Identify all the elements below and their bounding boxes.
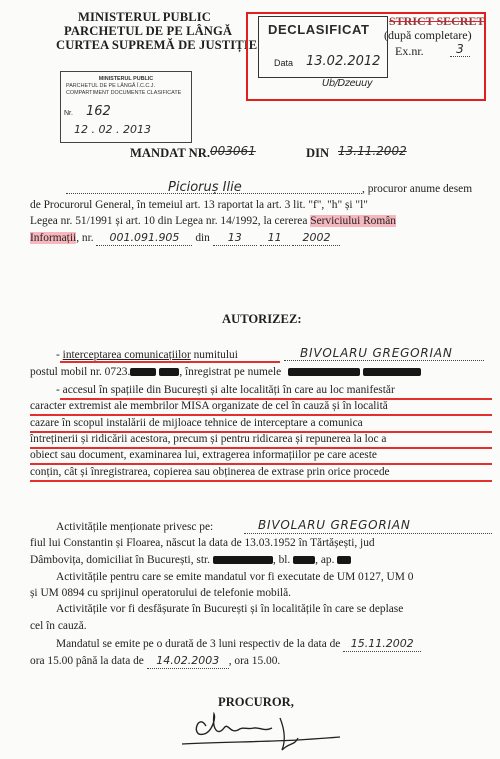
- authorize-heading: AUTORIZEZ:: [222, 312, 302, 326]
- request-nr-value: 001.091.905: [96, 232, 192, 246]
- request-nr-label: , nr.: [76, 232, 94, 244]
- header-line-1: MINISTERUL PUBLIC: [78, 10, 211, 24]
- access-line-2: caracter extremist ale membrilor MISA organizate de cel în cauză și în localită: [30, 400, 388, 412]
- access-line-3: cazare în scopul instalării de mijloace tehnice de interceptare a comunica: [30, 417, 363, 429]
- mandate-date: 13.11.2002: [338, 144, 407, 158]
- prosecutor-title: PROCUROR,: [218, 695, 294, 709]
- interception-numitului: numitului: [193, 349, 238, 361]
- activities-subject-name: BIVOLARU GREGORIAN: [258, 518, 411, 532]
- redaction: [288, 368, 360, 376]
- mobile-label: postul mobil nr. 0723.: [30, 366, 131, 378]
- registry-stamp-line-3: COMPARTIMENT DOCUMENTE CLASIFICATE: [66, 89, 182, 96]
- mobile-line: [30, 366, 421, 379]
- redaction: [293, 556, 315, 564]
- ex-nr-label: Ex.nr.: [395, 44, 424, 58]
- duration-until-label: ora 15.00 până la data de: [30, 655, 144, 667]
- redaction: [159, 368, 179, 376]
- registry-stamp-line-2: PARCHETUL DE PE LÂNGĂ Î.C.C.J.: [66, 82, 155, 89]
- highlight-underline: [60, 398, 492, 400]
- requesting-service: Serviciului Român: [310, 215, 396, 227]
- request-day: 13: [213, 232, 257, 246]
- subject-address-line: [30, 554, 351, 567]
- completion-note: (după completare): [384, 28, 472, 42]
- registry-nr-value: 162: [86, 104, 111, 119]
- declassification-date: 13.02.2012: [306, 54, 381, 69]
- duration-label: Mandatul se emite pe o durată de 3 luni respectiv de la data de: [56, 638, 341, 650]
- header-line-2: PARCHETUL DE PE LÂNGĂ: [64, 24, 233, 38]
- address-bl-label: , bl.: [272, 554, 291, 566]
- legal-basis-line: de Procurorul General, în temeiul art. 13 raportat la art. 3 lit. "f", "h" și "l": [30, 199, 368, 211]
- location-line-2: cel în cauză.: [30, 620, 87, 632]
- mandate-din-label: DIN: [306, 146, 330, 160]
- duration-end-time: , ora 15.00.: [228, 655, 281, 667]
- bullet-dash: -: [56, 349, 63, 361]
- interception-label: interceptarea comunicațiilor: [62, 349, 191, 361]
- requesting-service-cont: Informații: [30, 232, 77, 244]
- mobile-registered: , înregistrat pe numele: [179, 366, 282, 378]
- date-label: Data: [274, 58, 294, 68]
- highlight-underline: [30, 447, 492, 449]
- executors-line-1: Activitățile pentru care se emite mandatul vor fi executate de UM 0127, UM 0: [56, 571, 414, 583]
- mandate-number: 003061: [210, 144, 256, 158]
- duration-end-date: 14.02.2003: [147, 655, 229, 669]
- duration-start-date: 15.11.2002: [343, 638, 421, 652]
- subject-name-line: [244, 533, 492, 534]
- prosecutor-signature: [168, 708, 348, 752]
- access-line-6: conțin, cât și înregistrarea, copierea sau obținerea de extrase prin orice procede: [30, 466, 390, 478]
- duration-line-2: [30, 655, 280, 669]
- signature-scribble-icon: [168, 708, 348, 752]
- prosecutor-role: , procuror anume desem: [362, 183, 473, 195]
- request-number-line: [30, 232, 340, 246]
- highlight-underline: [60, 361, 280, 363]
- request-month: 11: [260, 232, 290, 246]
- registry-date-value: 12 . 02 . 2013: [74, 123, 151, 136]
- declassified-stamp-word: DECLASIFICAT: [268, 22, 370, 37]
- access-line-5: obiect sau document, examinarea lui, extragerea informațiilor pe care aceste: [30, 449, 377, 461]
- address-ap-label: , ap.: [315, 554, 335, 566]
- request-year: 2002: [292, 232, 340, 246]
- prosecutor-name-line: [66, 193, 362, 194]
- strict-secret-label: STRICT SECRET: [389, 14, 485, 28]
- redaction: [130, 368, 156, 376]
- duration-line-1: [56, 638, 421, 652]
- header-line-3: CURTEA SUPREMĂ DE JUSTIȚIE: [56, 38, 258, 52]
- redaction: [337, 556, 351, 564]
- ex-nr-value: 3: [450, 42, 470, 57]
- location-line-1: Activitățile vor fi desfășurate în București și în localitățile în care se deplase: [56, 603, 404, 615]
- law-reference-text: Legea nr. 51/1991 și art. 10 din Legea nr. 14/1992, la cererea: [30, 215, 308, 227]
- executors-line-2: și UM 0894 cu sprijinul operatorului de telefonie mobilă.: [30, 587, 291, 599]
- target-name: BIVOLARU GREGORIAN: [300, 346, 453, 360]
- highlight-underline: [30, 431, 492, 433]
- highlight-underline: [30, 480, 492, 482]
- subject-birth-line: fiul lui Constantin și Floarea, născut la data de 13.03.1952 în Tărtășești, jud: [30, 537, 375, 549]
- access-line-1: - accesul în spațiile din București și alte localități în care au loc manifestăr: [56, 384, 395, 396]
- request-din-label: din: [195, 232, 210, 244]
- prosecutor-name: Picioruș Ilie: [168, 180, 242, 195]
- activities-subject-label: Activitățile menționate privesc pe:: [56, 521, 214, 533]
- highlight-underline: [30, 414, 492, 416]
- address-label: Dâmbovița, domiciliat în București, str.: [30, 554, 211, 566]
- redaction: [363, 368, 421, 376]
- mandate-label: MANDAT NR.: [130, 146, 210, 160]
- highlight-underline: [30, 463, 492, 465]
- declassification-signature: Ub/Dzeuuy: [322, 78, 373, 89]
- access-line-4: întreținerii și ridicării acestora, precum și pentru ridicarea și repunerea la loc a: [30, 433, 387, 445]
- registry-nr-label: Nr.: [64, 110, 73, 117]
- redaction: [213, 556, 273, 564]
- law-reference-line: [30, 215, 396, 228]
- registry-stamp-line-1: MINISTERUL PUBLIC: [98, 76, 154, 82]
